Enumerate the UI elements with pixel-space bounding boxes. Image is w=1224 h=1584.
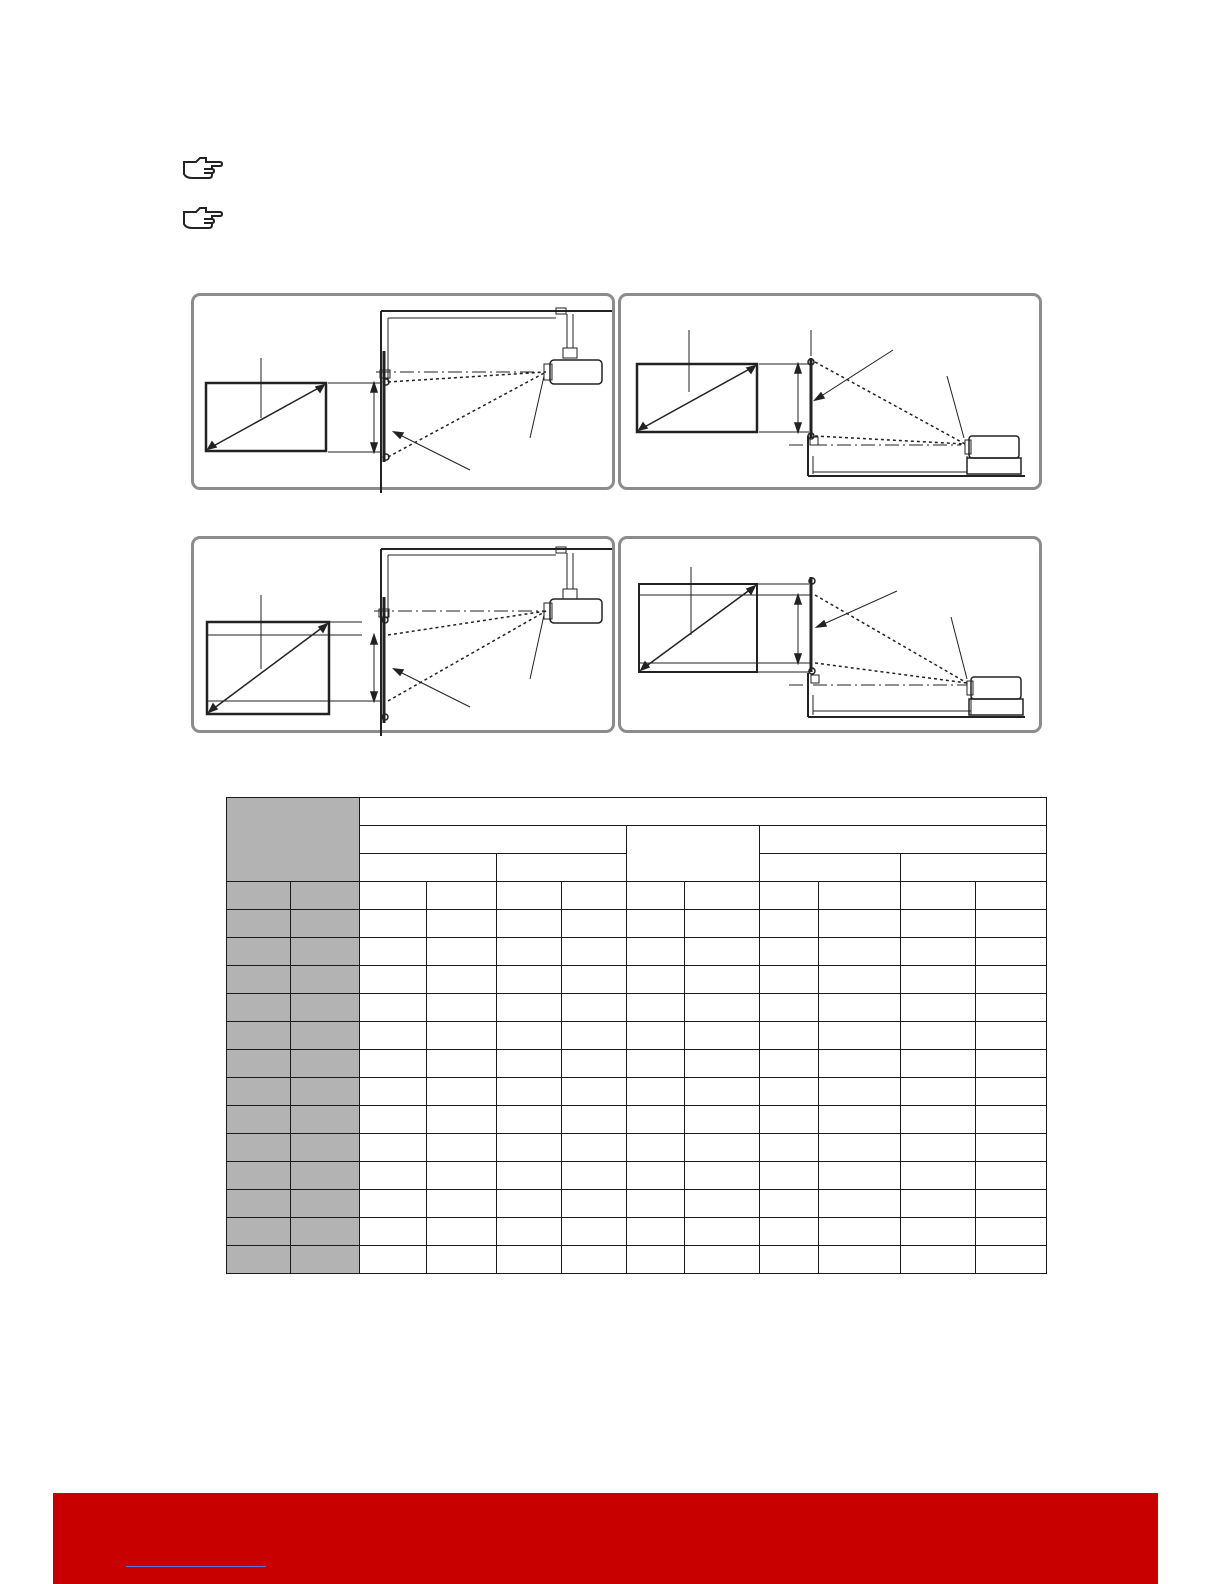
table-row: [227, 1078, 1047, 1106]
header-screen-size: [227, 798, 360, 882]
table-row: [227, 1218, 1047, 1246]
table-row: [227, 1246, 1047, 1274]
header-height: [627, 826, 760, 882]
table-row-units: [227, 882, 1047, 910]
header-max-distance: [760, 826, 1047, 854]
diagram-ceiling-4x3: [191, 293, 615, 490]
table-row: [227, 994, 1047, 1022]
table-row: [227, 1190, 1047, 1218]
footer-bar: [53, 1493, 1158, 1584]
table-row: [227, 910, 1047, 938]
pointing-hand-icon: [182, 156, 224, 180]
header-min-distance: [360, 826, 627, 854]
header-sub-2: [497, 854, 627, 882]
footer-link-underline[interactable]: [126, 1566, 266, 1567]
table-row: [227, 1050, 1047, 1078]
table-row: [227, 938, 1047, 966]
diagram-floor-4x3: [618, 293, 1042, 490]
header-sub-3: [760, 854, 901, 882]
header-group: [360, 798, 1047, 826]
header-sub-4: [901, 854, 1047, 882]
table-row: [227, 1022, 1047, 1050]
diagram-floor-16x9: [618, 536, 1042, 733]
table-row: [227, 1162, 1047, 1190]
header-sub-1: [360, 854, 497, 882]
table-row: [227, 1134, 1047, 1162]
diagram-ceiling-16x9: [191, 536, 615, 733]
table-row: [227, 1106, 1047, 1134]
table-row: [227, 966, 1047, 994]
pointing-hand-icon: [182, 206, 224, 230]
projection-table: [226, 797, 1047, 1274]
